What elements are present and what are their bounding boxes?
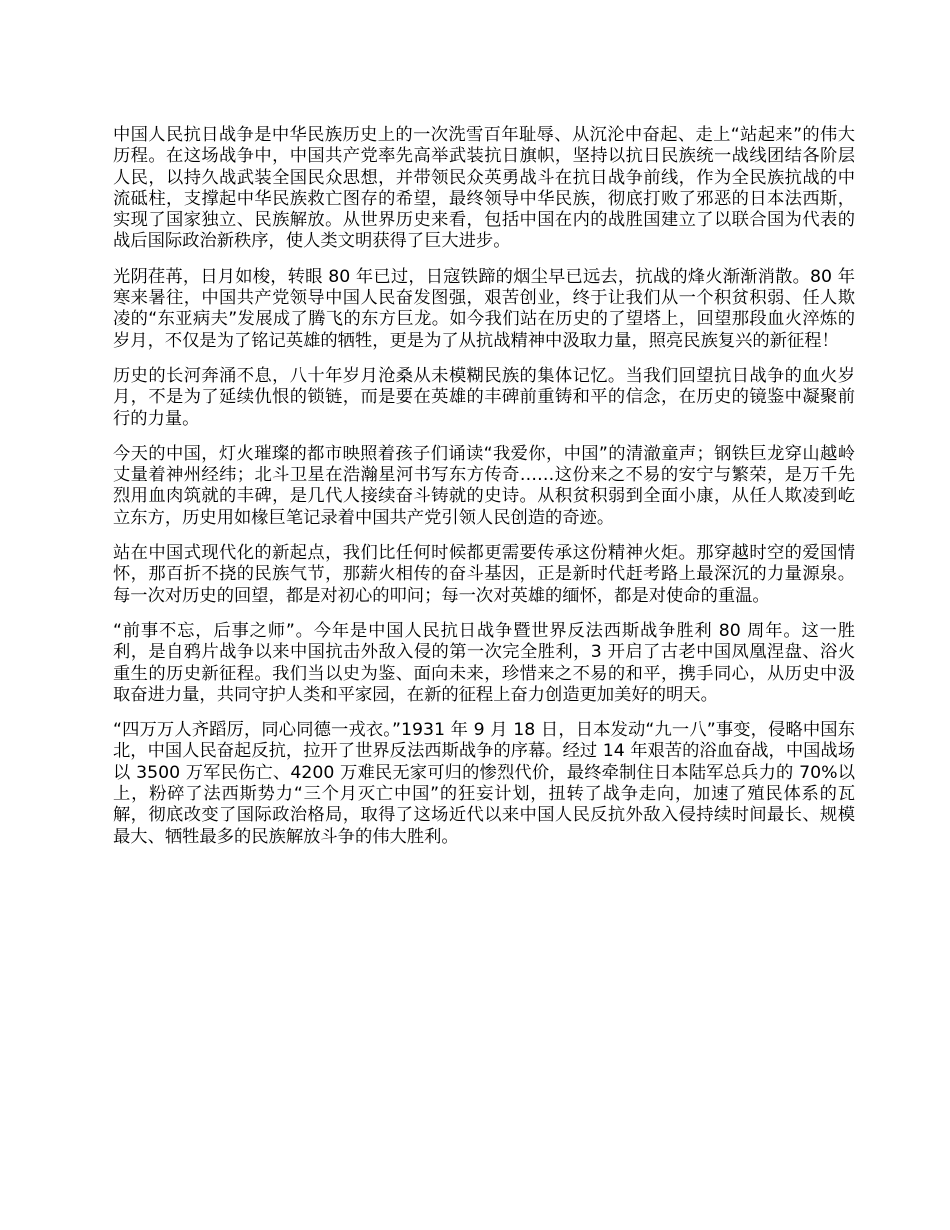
paragraph-5: 站在中国式现代化的新起点，我们比任何时候都更需要传承这份精神火炬。那穿越时空的爱国情怀，那百折不挠的民族气节，那薪火相传的奋斗基因，正是新时代赶考路上最深沉的力量源泉。每一次对历史的回望，都是对初心的叩问；每一次对英雄的缅怀，都是对使命的重温。 bbox=[113, 543, 855, 606]
paragraph-1: 中国人民抗日战争是中华民族历史上的一次洗雪百年耻辱、从沉沦中奋起、走上“站起来”的伟大历程。在这场战争中，中国共产党率先高举武装抗日旗帜，坚持以抗日民族统一战线团结各阶层人民，以持久战武装全国民众思想，并带领民众英勇战斗在抗日战争前线，作为全民族抗战的中流砥柱，支撑起中华民族救亡图存的希望，最终领导中华民族，彻底打败了邪恶的日本法西斯，实现了国家独立、民族解放。从世界历史来看，包括中国在内的战胜国建立了以联合国为代表的战后国际政治新秩序，使人类文明获得了巨大进步。 bbox=[113, 125, 855, 252]
paragraph-2: 光阴荏苒，日月如梭，转眼 80 年已过，日寇铁蹄的烟尘早已远去，抗战的烽火渐渐消散。80 年寒来暑往，中国共产党领导中国人民奋发图强，艰苦创业，终于让我们从一个积贫积弱、任人欺凌的“东亚病夫”发展成了腾飞的东方巨龙。如今我们站在历史的了望塔上，回望那段血火淬炼的岁月，不仅是为了铭记英雄的牺牲，更是为了从抗战精神中汲取力量，照亮民族复兴的新征程！ bbox=[113, 266, 855, 351]
paragraph-6: “前事不忘，后事之师”。今年是中国人民抗日战争暨世界反法西斯战争胜利 80 周年。这一胜利，是自鸦片战争以来中国抗击外敌入侵的第一次完全胜利，3 开启了古老中国凤凰涅盘、浴火重生的历史新征程。我们当以史为鉴、面向未来，珍惜来之不易的和平，携手同心，从历史中汲取奋进力量，共同守护人类和平家园，在新的征程上奋力创造更加美好的明天。 bbox=[113, 620, 855, 705]
document-body bbox=[113, 125, 855, 862]
paragraph-4: 今天的中国，灯火璀璨的都市映照着孩子们诵读“我爱你，中国”的清澈童声；钢铁巨龙穿山越岭丈量着神州经纬；北斗卫星在浩瀚星河书写东方传奇……这份来之不易的安宁与繁荣，是万千先烈用血肉筑就的丰碑，是几代人接续奋斗铸就的史诗。从积贫积弱到全面小康，从任人欺凌到屹立东方，历史用如椽巨笔记录着中国共产党引领人民创造的奇迹。 bbox=[113, 443, 855, 528]
paragraph-3: 历史的长河奔涌不息，八十年岁月沧桑从未模糊民族的集体记忆。当我们回望抗日战争的血火岁月，不是为了延续仇恨的锁链，而是要在英雄的丰碑前重铸和平的信念，在历史的镜鉴中凝聚前行的力量。 bbox=[113, 365, 855, 429]
paragraph-7: “四万万人齐蹈厉，同心同德一戎衣。”1931 年 9 月 18 日，日本发动“九一八”事变，侵略中国东北，中国人民奋起反抗，拉开了世界反法西斯战争的序幕。经过 14 年艰苦的浴血奋战，中国战场以 3500 万军民伤亡、4200 万难民无家可归的惨烈代价，最终牵制住日本陆军总兵力的 70%以上，粉碎了法西斯势力“三个月灭亡中国”的狂妄计划，扭转了战争走向，加速了殖民体系的瓦解，彻底改变了国际政治格局，取得了这场近代以来中国人民反抗外敌入侵持续时间最长、规模最大、牺牲最多的民族解放斗争的伟大胜利。 bbox=[113, 720, 855, 847]
